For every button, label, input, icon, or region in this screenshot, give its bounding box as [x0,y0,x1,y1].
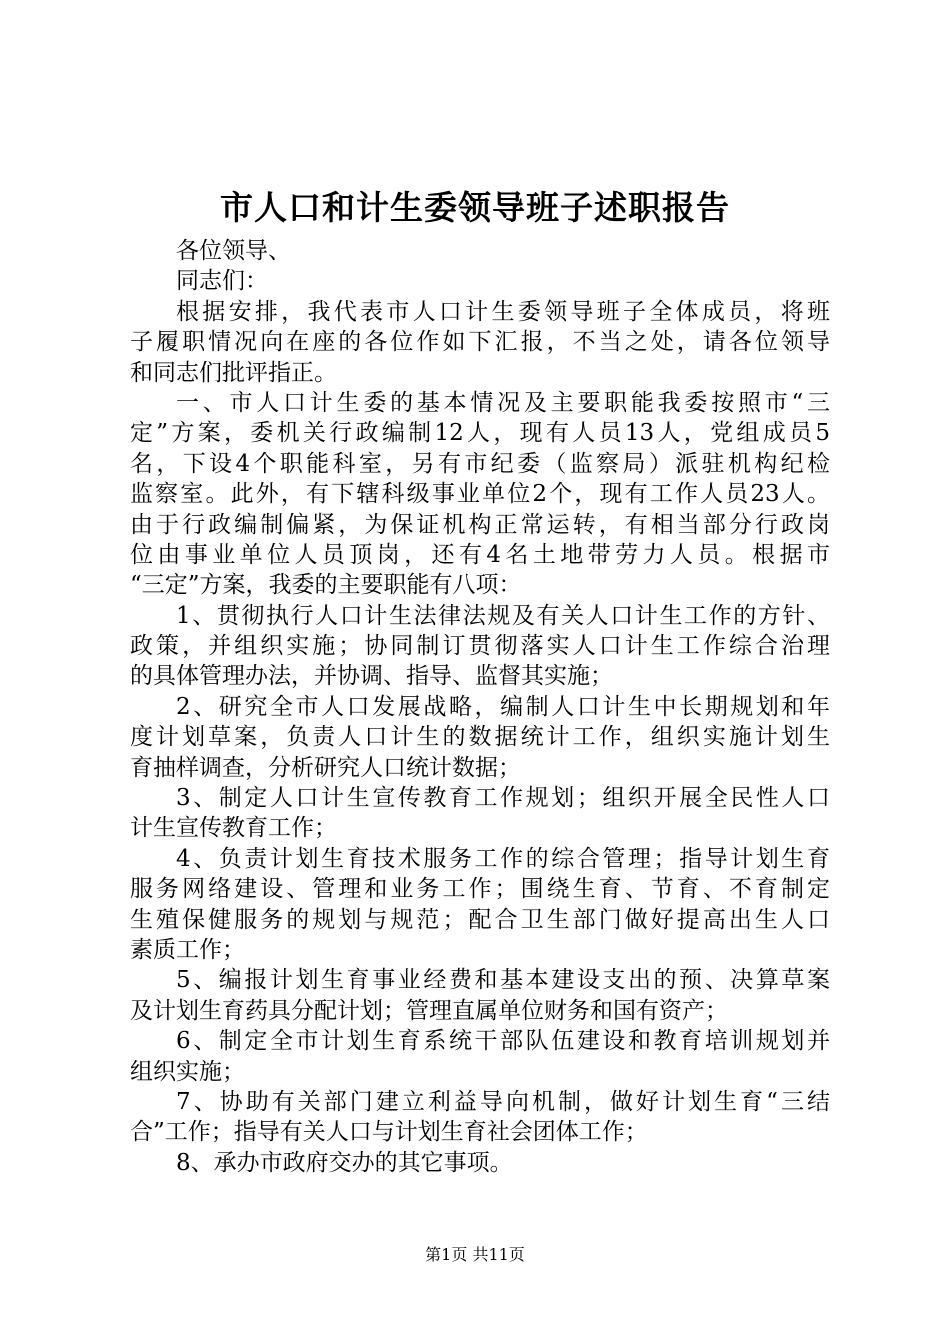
text-line: 名，下设4个职能科室，另有市纪委（监察局）派驻机构纪检 [130,450,830,477]
page-footer: 第1页 共11页 [425,1245,525,1264]
text-line: 度计划草案，负责人口计生的数据统计工作，组织实施计划生 [130,724,830,751]
text-line: 组织实施； [130,1058,245,1085]
text-line: 政策，并组织实施；协同制订贯彻落实人口计生工作综合治理 [130,633,830,660]
text-line: 的具体管理办法，并协调、指导、监督其实施； [130,663,613,690]
text-line: 1、贯彻执行人口计生法律法规及有关人口计生工作的方针、 [176,602,830,629]
text-line: 8、承办市政府交办的其它事项。 [176,1149,513,1176]
text-line: 7、协助有关部门建立利益导向机制，做好计划生育“三结 [176,1088,830,1115]
text-line: 4、负责计划生育技术服务工作的综合管理；指导计划生育 [176,845,830,872]
text-line: 及计划生育药具分配计划；管理直属单位财务和国有资产； [130,997,728,1024]
document-title: 市人口和计生委领导班子述职报告 [220,188,730,227]
text-line: 由于行政编制偏紧，为保证机构正常运转，有相当部分行政岗 [130,511,830,538]
text-line: 服务网络建设、管理和业务工作；围绕生育、节育、不育制定 [130,876,830,903]
text-line: 定”方案，委机关行政编制12人，现有人员13人，党组成员5 [130,420,830,447]
text-line: 各位领导、 [176,238,291,264]
text-line: 育抽样调查，分析研究人口统计数据； [130,754,521,781]
text-line: 素质工作； [130,936,245,963]
text-line: 一、市人口计生委的基本情况及主要职能我委按照市“三 [176,389,830,416]
text-line: 监察室。此外，有下辖科级事业单位2个，现有工作人员23人。 [130,481,830,508]
text-line: 位由事业单位人员顶岗，还有4名土地带劳力人员。根据市 [130,541,830,568]
text-line: 合”工作；指导有关人口与计划生育社会团体工作； [130,1119,648,1146]
text-line: 生殖保健服务的规划与规范；配合卫生部门做好提高出生人口 [130,906,830,933]
text-line: 2、研究全市人口发展战略，编制人口计生中长期规划和年 [176,693,830,720]
text-line: 根据安排，我代表市人口计生委领导班子全体成员，将班 [176,298,830,325]
text-line: 5、编报计划生育事业经费和基本建设支出的预、决算草案 [176,967,830,994]
text-line: 子履职情况向在座的各位作如下汇报，不当之处，请各位领导 [130,329,830,356]
text-line: 6、制定全市计划生育系统干部队伍建设和教育培训规划并 [176,1028,830,1055]
text-line: 3、制定人口计生宣传教育工作规划；组织开展全民性人口 [176,785,830,812]
text-line: 和同志们批评指正。 [130,359,337,386]
document-body [130,236,830,1178]
text-line: “三定”方案，我委的主要职能有八项： [130,572,522,599]
text-line: 同志们： [176,268,268,295]
text-line: 计生宣传教育工作； [130,815,337,842]
